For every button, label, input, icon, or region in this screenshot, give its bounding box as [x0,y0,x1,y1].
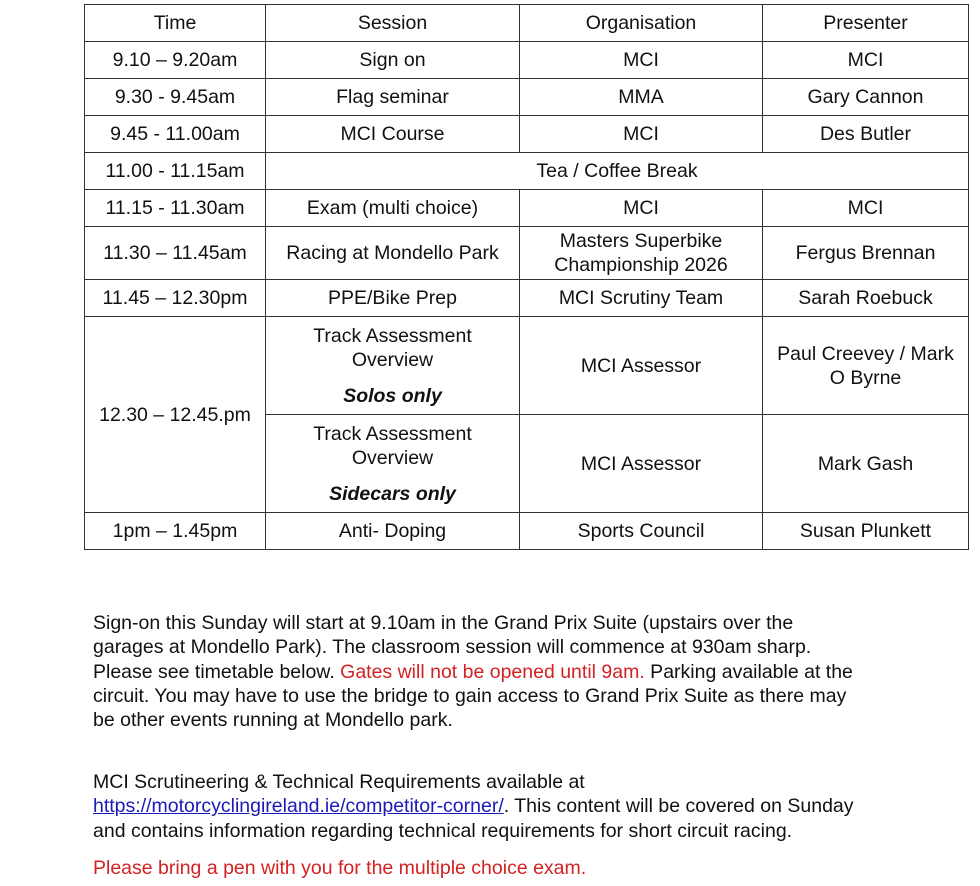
table-row [85,280,969,317]
table-row [85,317,969,415]
organisation-cell: MCI Assessor [520,317,763,415]
time-cell: 9.45 - 11.00am [85,116,266,153]
table-row [85,42,969,79]
time-cell: 9.30 - 9.45am [85,79,266,116]
presenter-line: Paul Creevey / Mark [777,342,954,365]
session-line: Overview [351,348,434,371]
table-row [85,153,969,190]
scrutineering-intro: MCI Scrutineering & Technical Requirements available at [93,771,585,793]
session-cell [266,415,520,513]
session-cell: MCI Course [266,116,520,153]
gates-warning: Gates will not be opened until 9am. [340,660,645,683]
organisation-cell: MCI [520,116,763,153]
header-session: Session [266,5,520,42]
session-line: Overview [351,446,434,469]
organisation-cell: MCI Scrutiny Team [520,280,763,317]
table-row [85,227,969,280]
session-cell: PPE/Bike Prep [266,280,520,317]
table-row [85,513,969,550]
session-line: Track Assessment [313,422,472,445]
time-cell: 11.00 - 11.15am [85,153,266,190]
time-cell: 11.15 - 11.30am [85,190,266,227]
header-time: Time [85,5,266,42]
time-cell: 11.45 – 12.30pm [85,280,266,317]
notice-text: Sign-on this Sunday will start at 9.10am in the Grand Prix Suite (upstairs over the garages at Mondello Park). The classroom session will commence at 930am sharp. Please see timetable below. [93,612,812,683]
presenter-cell [763,317,969,415]
time-cell: 12.30 – 12.45.pm [85,317,266,513]
sign-on-notice [93,611,863,732]
session-note: Solos only [343,384,442,407]
header-presenter: Presenter [763,5,969,42]
organisation-cell: MCI [520,190,763,227]
presenter-cell: Mark Gash [763,415,969,513]
break-cell: Tea / Coffee Break [266,153,969,190]
schedule-table [84,4,969,550]
session-line: Track Assessment [313,324,472,347]
presenter-cell: Gary Cannon [763,79,969,116]
presenter-cell: Des Butler [763,116,969,153]
session-cell: Flag seminar [266,79,520,116]
presenter-line: O Byrne [829,366,902,389]
session-cell: Racing at Mondello Park [266,227,520,280]
session-cell: Anti- Doping [266,513,520,550]
session-cell [266,317,520,415]
presenter-cell: Sarah Roebuck [763,280,969,317]
organisation-line: Championship 2026 [554,254,728,276]
organisation-cell: MCI Assessor [520,415,763,513]
presenter-cell: MCI [763,42,969,79]
competitor-corner-link[interactable]: https://motorcyclingireland.ie/competitor-corner/ [93,795,504,818]
header-organisation: Organisation [520,5,763,42]
presenter-cell: MCI [763,190,969,227]
organisation-cell [520,227,763,280]
organisation-cell: Sports Council [520,513,763,550]
organisation-cell: MCI [520,42,763,79]
pen-reminder: Please bring a pen with you for the multiple choice exam. [93,857,587,879]
organisation-line: Masters Superbike [559,230,723,252]
time-cell: 1pm – 1.45pm [85,513,266,550]
session-cell: Sign on [266,42,520,79]
scrutineering-notice [93,770,863,843]
presenter-cell: Fergus Brennan [763,227,969,280]
table-row [85,79,969,116]
scrutineering-outro: . This content will be covered on Sunday and contains information regarding technical requirements for short circuit racing. [93,795,854,842]
time-cell: 11.30 – 11.45am [85,227,266,280]
time-cell: 9.10 – 9.20am [85,42,266,79]
presenter-cell: Susan Plunkett [763,513,969,550]
table-row [85,116,969,153]
table-header-row [85,5,969,42]
notice-text: Parking available at the circuit. You may have to use the bridge to gain access to Grand Prix Suite as there may be other events running at Mondello park. [93,660,853,732]
organisation-cell: MMA [520,79,763,116]
session-cell: Exam (multi choice) [266,190,520,227]
session-note: Sidecars only [329,482,456,505]
table-row [85,190,969,227]
